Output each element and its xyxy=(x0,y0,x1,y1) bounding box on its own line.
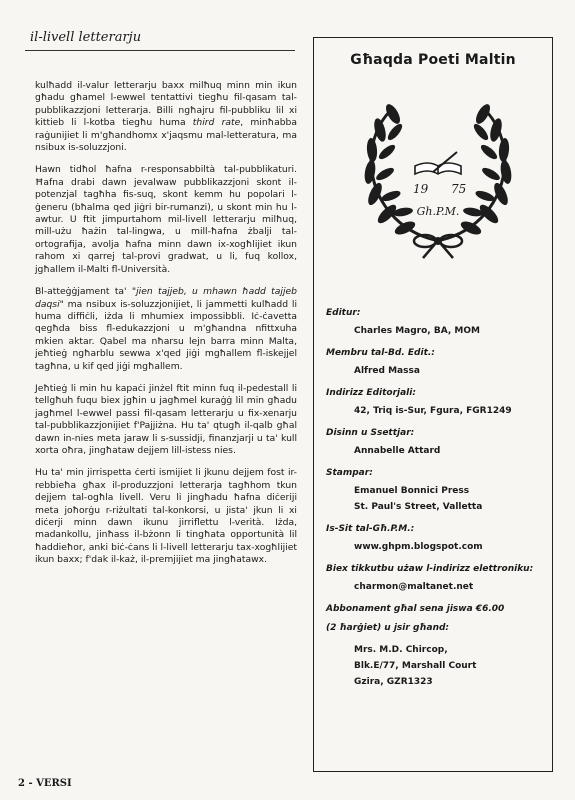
board-member-label: Membru tal-Bd. Edit.: xyxy=(326,348,435,358)
email-value[interactable]: charmon@maltanet.net xyxy=(354,582,474,592)
editorial-address-value: 42, Triq is-Sur, Fgura, FGR1249 xyxy=(354,406,512,416)
p3-part-b: ma nsibux is-soluzzjonijiet, li jammetti kulħadd li huma diffiċli, iżda li mhumiex impossibbli. Iċ-ċavetta qegħda biss fl-edukazzjoni u m'għandna nfittxuha mkien aktar. Qabel ma nħarsu lejn barra minn Malta, jeħtieġ ngħarblu sewwa x'qed jiġi mgħallem fl-iskejjel tagħna, u kif qed jiġi mgħallem. xyxy=(35,298,297,372)
article-paragraph-1 xyxy=(35,80,297,154)
p3-part-a: Bl-atteġġjament ta' xyxy=(35,286,132,298)
printer-address: St. Paul's Street, Valletta xyxy=(354,502,483,512)
year-right: 75 xyxy=(451,182,467,196)
website-value[interactable]: www.ghpm.blogspot.com xyxy=(354,542,483,552)
emblem-initials: Gh.P.M. xyxy=(416,205,460,218)
editorial-address-label: Indirizz Editorjali: xyxy=(326,388,416,398)
year-left: 19 xyxy=(413,182,429,196)
email-label: Biex tikkutbu użaw l-indirizz elettroniku: xyxy=(326,564,534,574)
organisation-title: Għaqda Poeti Maltin xyxy=(350,52,516,68)
book-and-quill xyxy=(415,152,461,174)
editor-label: Editur: xyxy=(326,308,361,318)
section-header: il-livell letterarju xyxy=(30,30,142,45)
website-label: Is-Sit tal-Għ.P.M.: xyxy=(326,524,415,534)
subscription-label-2: (2 ħarġiet) u jsir għand: xyxy=(326,623,450,633)
header-rule xyxy=(25,50,295,51)
board-member-value: Alfred Massa xyxy=(354,366,420,376)
article-body xyxy=(35,80,297,567)
p1-emphasis: third rate xyxy=(192,117,241,129)
subscription-name: Mrs. M.D. Chircop, xyxy=(354,645,448,655)
page-footer: 2 - VERSI xyxy=(18,778,72,789)
masthead-box xyxy=(313,37,553,772)
subscription-label: Abbonament għal sena jiswa €6.00 xyxy=(326,604,505,614)
article-paragraph-2: Hawn tidħol ħafna r-responsabbiltà tal-pubblikaturi. Ħafna drabi dawn jevalwaw pubblikazzjoni skont il-potenzjal tagħha fis-suq, skont kemm hu popolari l-ġeneru (bħalma qed jiġri bir-rumanzi), u skont min hu l-awtur. U ftit jimpurtahom mil-livell letterarju milħuq, mill-użu ħażin tal-lingwa, u mill-ħafna żbalji tal-ortografija, avolja ħafna minn dawn ix-xogħlijiet ikun rahom xi qarrej tal-provi gradwat, u li, fuq kollox, jgħallem il-Malti fl-Università. xyxy=(35,164,297,275)
printer-value: Emanuel Bonnici Press xyxy=(354,486,470,496)
article-paragraph-4: Jeħtieġ li min hu kapaċi jinżel ftit minn fuq il-pedestall li tellgħuh fuqu biex jgħin u jagħmel kuraġġ lil min għadu jagħmel l-ewwel passi fil-qasam letterarju u fix-xenarju tal-pubblikazzjonijiet f'Pajjiżna. Hu ta' qtugħ il-qalb għal dawn in-nies meta jaraw li s-sussidji, finanzjarji u ta' kull xorta oħra, jingħataw dejjem lill-istess nies. xyxy=(35,382,297,456)
design-value: Annabelle Attard xyxy=(354,446,441,456)
laurel-wreath-emblem xyxy=(353,100,523,260)
editor-value: Charles Magro, BA, MOM xyxy=(354,326,480,336)
p1-part-a: kulħadd il-valur letterarju baxx milħuq minn min ikun għadu għamel l-ewwel tentattivi tiegħu fil-qasam tal-pubblikazzjoni letterarja. Billi ngħajru fil-pubbliku lil xi kittieb li l-kotba tiegħu huma xyxy=(35,80,297,129)
p1-part-b: , minħabba raġunijiet li m'għandhomx x'jaqsmu mal-letteratura, ma nsibux is-soluzzjoni. xyxy=(35,117,297,154)
masthead-list xyxy=(326,308,548,690)
subscription-address-1: Blk.E/77, Marshall Court xyxy=(354,661,477,671)
article-paragraph-3 xyxy=(35,286,297,373)
printer-label: Stampar: xyxy=(326,468,373,478)
p3-emphasis: "jien tajjeb, u mhawn ħadd tajjeb daqsi" xyxy=(35,286,297,310)
design-label: Disinn u Ssettjar: xyxy=(326,428,415,438)
ribbon-bow xyxy=(414,235,462,258)
article-paragraph-5: Hu ta' min jirrispetta ċerti ismijiet li jkunu dejjem fost ir-rebbieħa għax il-produzzjoni letterarja tagħhom tkun dejjem tal-ogħla livell. Veru li jingħadu ħafna diċeriji meta joħorġu r-riżultati tal-konkorsi, u jista' jkun li xi diċerji minn dawn ikunu jirriflettu l-verità. Iżda, madankollu, jinħass il-bżonn li tingħata opportunità lil ħaddieħor, anki biċ-ċans li l-livell letterarju tax-xogħlijiet ikun baxx; f'dak il-każ, il-premjijiet ma jingħatawx. xyxy=(35,467,297,566)
subscription-address-2: Gzira, GZR1323 xyxy=(354,677,433,687)
